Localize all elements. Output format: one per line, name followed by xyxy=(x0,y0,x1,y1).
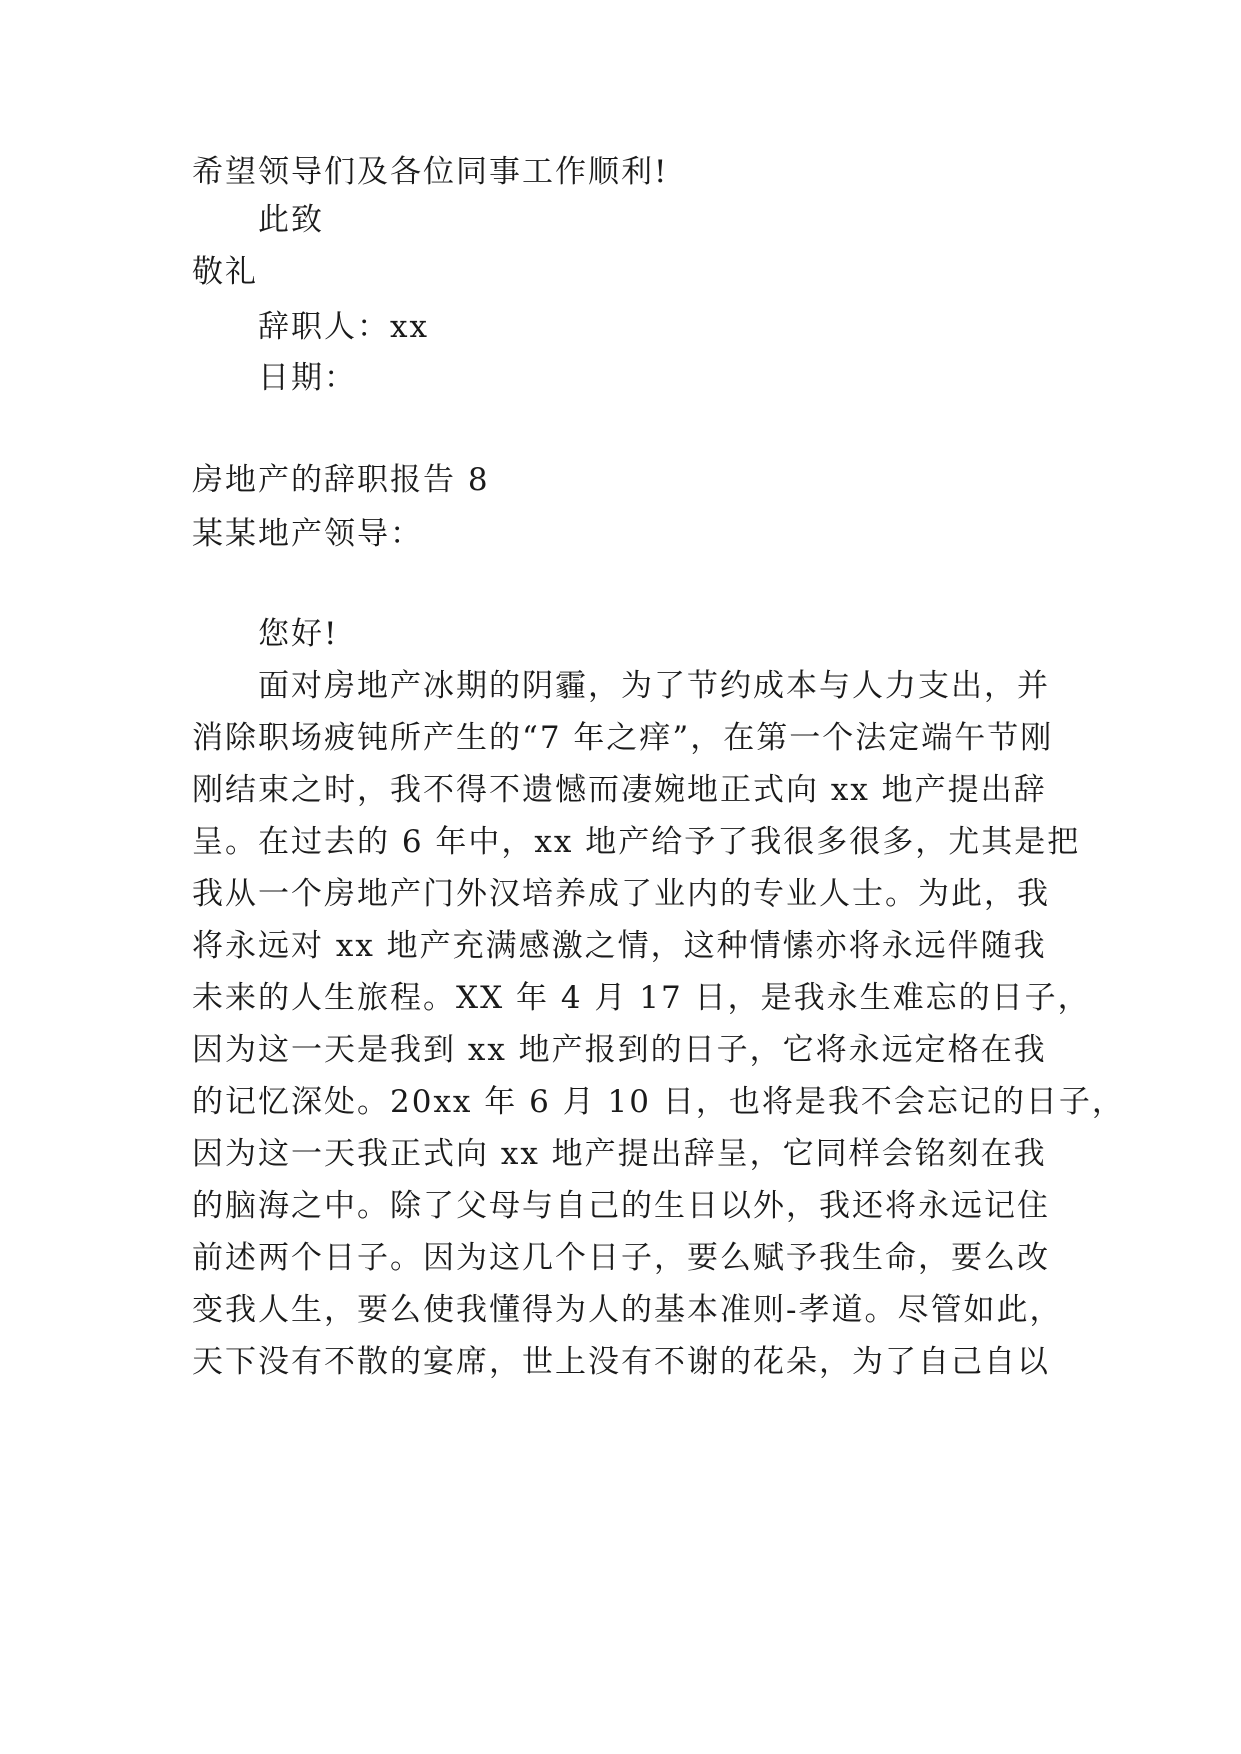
paragraph-line: 的脑海之中。除了父母与自己的生日以外，我还将永远记住 xyxy=(192,1188,1050,1224)
paragraph-line: 因为这一天是我到 xx 地产报到的日子，它将永远定格在我 xyxy=(192,1032,1047,1068)
paragraph-line: 将永远对 xx 地产充满感激之情，这种情愫亦将永远伴随我 xyxy=(192,928,1047,964)
paragraph-line: 前述两个日子。因为这几个日子，要么赋予我生命，要么改 xyxy=(192,1240,1050,1276)
paragraph-line: 我从一个房地产门外汉培养成了业内的专业人士。为此，我 xyxy=(192,876,1050,912)
paragraph-line: 消除职场疲钝所产生的“7 年之痒”，在第一个法定端午节刚 xyxy=(192,720,1054,756)
paragraph-line: 变我人生，要么使我懂得为人的基本准则-孝道。尽管如此， xyxy=(192,1292,1063,1328)
paragraph-line: 天下没有不散的宴席，世上没有不谢的花朵，为了自己自以 xyxy=(192,1344,1050,1380)
paragraph-line: 呈。在过去的 6 年中，xx 地产给予了我很多很多，尤其是把 xyxy=(192,824,1081,860)
addressee: 某某地产领导： xyxy=(192,516,423,552)
letter-title: 房地产的辞职报告 8 xyxy=(192,462,490,498)
closing-wish: 希望领导们及各位同事工作顺利! xyxy=(192,154,669,190)
paragraph-line: 面对房地产冰期的阴霾，为了节约成本与人力支出，并 xyxy=(258,668,1050,704)
paragraph-line: 的记忆深处。20xx 年 6 月 10 日，也将是我不会忘记的日子， xyxy=(192,1084,1125,1120)
paragraph-line: 刚结束之时，我不得不遗憾而凄婉地正式向 xx 地产提出辞 xyxy=(192,772,1047,808)
date-line: 日期： xyxy=(258,360,357,396)
greeting: 您好! xyxy=(258,616,339,652)
paragraph-line: 未来的人生旅程。XX 年 4 月 17 日，是我永生难忘的日子， xyxy=(192,980,1091,1016)
signer-line: 辞职人：xx xyxy=(258,309,429,345)
closing-regards: 敬礼 xyxy=(192,254,258,290)
closing-salutation: 此致 xyxy=(258,202,324,238)
paragraph-line: 因为这一天我正式向 xx 地产提出辞呈，它同样会铭刻在我 xyxy=(192,1136,1047,1172)
